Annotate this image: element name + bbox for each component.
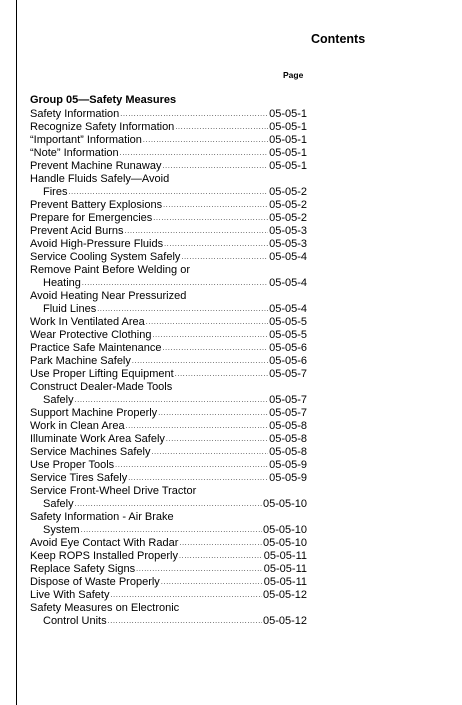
toc-entry-page: 05-05-10 bbox=[262, 524, 307, 536]
dot-leader bbox=[68, 185, 268, 199]
toc-entry-title: Control Units bbox=[43, 615, 107, 627]
toc-entry-title-line: Construct Dealer-Made Tools bbox=[30, 381, 173, 393]
toc-entry-page: 05-05-1 bbox=[269, 108, 307, 120]
toc-entry-page: 05-05-11 bbox=[263, 550, 307, 562]
toc-entry[interactable] bbox=[30, 290, 307, 316]
dot-leader bbox=[120, 107, 268, 121]
toc-entry[interactable] bbox=[30, 485, 307, 511]
dot-leader bbox=[75, 393, 269, 407]
toc-entry[interactable] bbox=[30, 602, 307, 628]
toc-entry-page: 05-05-12 bbox=[262, 615, 307, 627]
toc-entry-title: Illuminate Work Area Safely bbox=[30, 433, 165, 445]
toc-entry-page: 05-05-7 bbox=[269, 394, 307, 406]
dot-leader bbox=[152, 328, 268, 342]
toc-entry-page: 05-05-10 bbox=[262, 537, 307, 549]
toc-entry-title: Use Proper Lifting Equipment bbox=[30, 368, 174, 380]
dot-leader bbox=[132, 354, 268, 368]
dot-leader bbox=[120, 146, 268, 160]
toc-entry-page: 05-05-2 bbox=[269, 199, 307, 211]
toc-entry-title: Prevent Acid Burns bbox=[30, 225, 124, 237]
toc-entry-title: Fires bbox=[43, 186, 68, 198]
toc-entry-page: 05-05-11 bbox=[263, 563, 307, 575]
toc-entry-title: Avoid Eye Contact With Radar bbox=[30, 537, 179, 549]
toc-entry[interactable] bbox=[30, 251, 307, 264]
toc-entry-page: 05-05-1 bbox=[269, 134, 307, 146]
dot-leader bbox=[115, 458, 268, 472]
toc-entry[interactable] bbox=[30, 173, 307, 199]
toc-entry-row bbox=[30, 472, 307, 485]
toc-entry-page: 05-05-8 bbox=[269, 420, 307, 432]
toc-entry-title: Prevent Machine Runaway bbox=[30, 160, 162, 172]
toc-entry-page: 05-05-6 bbox=[269, 342, 307, 354]
toc-entry-row bbox=[30, 537, 307, 550]
toc-entry-page: 05-05-1 bbox=[269, 147, 307, 159]
dot-leader bbox=[143, 133, 268, 147]
toc-entry-title: Support Machine Properly bbox=[30, 407, 158, 419]
table-of-contents bbox=[30, 108, 307, 628]
toc-entry-page: 05-05-3 bbox=[269, 238, 307, 250]
dot-leader bbox=[146, 315, 268, 329]
dot-leader bbox=[161, 575, 263, 589]
toc-entry-page: 05-05-10 bbox=[262, 498, 307, 510]
group-title: Group 05—Safety Measures bbox=[30, 94, 177, 106]
toc-entry-page: 05-05-2 bbox=[269, 212, 307, 224]
page-column-label: Page bbox=[283, 70, 304, 80]
toc-entry-row bbox=[30, 498, 307, 511]
dot-leader bbox=[81, 523, 262, 537]
toc-entry-title: “Note” Information bbox=[30, 147, 119, 159]
dot-leader bbox=[125, 224, 269, 238]
toc-entry-title: Use Proper Tools bbox=[30, 459, 115, 471]
dot-leader bbox=[158, 406, 268, 420]
toc-entry-row bbox=[30, 524, 307, 537]
dot-leader bbox=[166, 432, 268, 446]
dot-leader bbox=[82, 276, 268, 290]
toc-entry[interactable] bbox=[30, 589, 307, 602]
page-binding-line bbox=[16, 0, 17, 705]
toc-entry-title: Replace Safety Signs bbox=[30, 563, 136, 575]
dot-leader bbox=[153, 211, 268, 225]
dot-leader bbox=[162, 159, 268, 173]
toc-entry-title-line: Avoid Heating Near Pressurized bbox=[30, 290, 187, 302]
dot-leader bbox=[151, 445, 268, 459]
toc-entry-page: 05-05-5 bbox=[269, 316, 307, 328]
dot-leader bbox=[179, 536, 262, 550]
toc-entry[interactable] bbox=[30, 511, 307, 537]
dot-leader bbox=[164, 237, 268, 251]
dot-leader bbox=[75, 497, 262, 511]
toc-entry-title: Wear Protective Clothing bbox=[30, 329, 152, 341]
toc-entry-page: 05-05-9 bbox=[269, 472, 307, 484]
dot-leader bbox=[162, 341, 268, 355]
toc-entry-row bbox=[30, 589, 307, 602]
dot-leader bbox=[126, 419, 269, 433]
toc-entry-row bbox=[30, 251, 307, 264]
toc-entry-title: Fluid Lines bbox=[43, 303, 97, 315]
toc-entry-page: 05-05-6 bbox=[269, 355, 307, 367]
toc-entry-title: Work In Ventilated Area bbox=[30, 316, 145, 328]
toc-entry-page: 05-05-3 bbox=[269, 225, 307, 237]
dot-leader bbox=[97, 302, 268, 316]
toc-entry-row bbox=[30, 368, 307, 381]
dot-leader bbox=[110, 588, 261, 602]
dot-leader bbox=[128, 471, 268, 485]
toc-entry-page: 05-05-1 bbox=[269, 121, 307, 133]
toc-entry-page: 05-05-4 bbox=[269, 277, 307, 289]
toc-entry-title: Prepare for Emergencies bbox=[30, 212, 153, 224]
toc-entry-title-line: Safety Measures on Electronic bbox=[30, 602, 180, 614]
toc-entry-page: 05-05-4 bbox=[269, 251, 307, 263]
dot-leader bbox=[175, 120, 268, 134]
toc-entry-title: Practice Safe Maintenance bbox=[30, 342, 162, 354]
toc-entry-title: Recognize Safety Information bbox=[30, 121, 175, 133]
dot-leader bbox=[175, 367, 268, 381]
toc-entry-title: “Important” Information bbox=[30, 134, 142, 146]
toc-entry-title: Avoid High-Pressure Fluids bbox=[30, 238, 164, 250]
toc-entry-page: 05-05-1 bbox=[269, 160, 307, 172]
toc-entry-title: Keep ROPS Installed Properly bbox=[30, 550, 178, 562]
toc-entry[interactable] bbox=[30, 381, 307, 407]
toc-entry-row bbox=[30, 277, 307, 290]
toc-entry[interactable] bbox=[30, 368, 307, 381]
toc-entry-title: Service Tires Safely bbox=[30, 472, 128, 484]
toc-entry-title: Service Machines Safely bbox=[30, 446, 151, 458]
dot-leader bbox=[108, 614, 262, 628]
toc-entry-title: Service Cooling System Safely bbox=[30, 251, 181, 263]
toc-entry-page: 05-05-11 bbox=[263, 576, 307, 588]
toc-entry-title: Safely bbox=[43, 394, 74, 406]
toc-entry-title: Safely bbox=[43, 498, 74, 510]
toc-entry-title-line: Service Front-Wheel Drive Tractor bbox=[30, 485, 197, 497]
toc-entry-page: 05-05-5 bbox=[269, 329, 307, 341]
toc-entry-title-line: Remove Paint Before Welding or bbox=[30, 264, 190, 276]
toc-entry-title: Prevent Battery Explosions bbox=[30, 199, 163, 211]
toc-entry-title: Work in Clean Area bbox=[30, 420, 125, 432]
dot-leader bbox=[163, 198, 268, 212]
toc-entry-title: Heating bbox=[43, 277, 81, 289]
toc-entry-page: 05-05-7 bbox=[269, 407, 307, 419]
toc-entry-title: System bbox=[43, 524, 80, 536]
toc-entry-title: Park Machine Safely bbox=[30, 355, 131, 367]
toc-entry-title: Safety Information bbox=[30, 108, 120, 120]
toc-entry-title: Dispose of Waste Properly bbox=[30, 576, 160, 588]
dot-leader bbox=[181, 250, 268, 264]
dot-leader bbox=[179, 549, 263, 563]
toc-entry-row bbox=[30, 615, 307, 628]
toc-entry-page: 05-05-7 bbox=[269, 368, 307, 380]
toc-entry-page: 05-05-8 bbox=[269, 446, 307, 458]
toc-entry-page: 05-05-12 bbox=[262, 589, 307, 601]
toc-entry-title-line: Handle Fluids Safely—Avoid bbox=[30, 173, 170, 185]
toc-entry[interactable] bbox=[30, 160, 307, 173]
toc-entry-title-line: Safety Information - Air Brake bbox=[30, 511, 174, 523]
toc-entry-page: 05-05-8 bbox=[269, 433, 307, 445]
toc-entry[interactable] bbox=[30, 472, 307, 485]
toc-entry-row bbox=[30, 160, 307, 173]
toc-entry-page: 05-05-4 bbox=[269, 303, 307, 315]
dot-leader bbox=[136, 562, 263, 576]
page-title: Contents bbox=[311, 32, 366, 46]
toc-entry[interactable] bbox=[30, 537, 307, 550]
toc-entry-page: 05-05-9 bbox=[269, 459, 307, 471]
toc-entry[interactable] bbox=[30, 264, 307, 290]
toc-entry-page: 05-05-2 bbox=[269, 186, 307, 198]
toc-entry-title: Live With Safety bbox=[30, 589, 110, 601]
